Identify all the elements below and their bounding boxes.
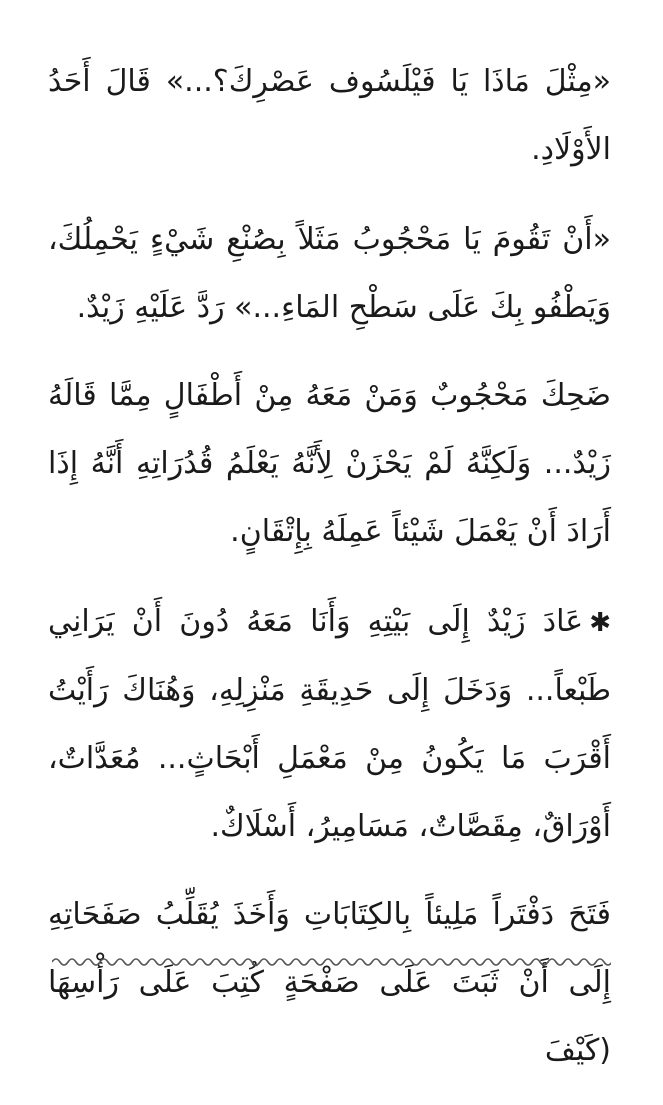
paragraph-5 [48,881,611,1085]
story-text [48,48,611,1105]
paragraph-4 [48,588,611,861]
paragraph-5-text: فَتَحَ دَفْتَراً مَلِيئاً بِالكِتَابَاتِ وَأَخَذَ يُقَلِّبُ صَفَحَاتِهِ إِلَى أَنْ ثَبَتَ عَلَى صَفْحَةٍ كُتِبَ عَلَى رَأْسِهَا (كَيْفَ [48,897,611,1068]
paragraph-2-text: «أَنْ تَقُومَ يَا مَحْجُوبُ مَثَلاً بِصُنْعِ شَيْءٍ يَحْمِلُكَ، وَيَطْفُو بِكَ عَلَى سَطْحِ المَاءِ...» رَدَّ عَلَيْهِ زَيْدٌ. [48,222,611,325]
paragraph-4-text: عَادَ زَيْدٌ إِلَى بَيْتِهِ وَأَنَا مَعَهُ دُونَ أَنْ يَرَانِي طَبْعاً... وَدَخَلَ إِلَى حَدِيقَةِ مَنْزِلِهِ، وَهُنَاكَ رَأَيْتُ أَقْرَبَ مَا يَكُونُ مِنْ مَعْمَلِ أَبْحَاثٍ... مُعَدَّاتٌ، أَوْرَاقٌ، مِقَصَّاتٌ، مَسَامِيرُ، أَسْلَاكٌ. [48,604,611,844]
section-star-marker: ✱ [589,608,611,638]
wavy-divider [52,955,611,969]
paragraph-3 [48,362,611,566]
paragraph-1-text: «مِثْلَ مَاذَا يَا فَيْلَسُوف عَصْرِكَ؟...» قَالَ أَحَدُ الأَوْلَادِ. [48,64,611,167]
paragraph-1 [48,48,611,184]
paragraph-3-text: ضَحِكَ مَحْجُوبٌ وَمَنْ مَعَهُ مِنْ أَطْفَالٍ مِمَّا قَالَهُ زَيْدٌ... وَلَكِنَّهُ لَمْ يَحْزَنْ لِأَنَّهُ يَعْلَمُ قُدُرَاتِهِ أَنَّهُ إِذَا أَرَادَ أَنْ يَعْمَلَ شَيْئاً عَمِلَهُ بِإِتْقَانٍ. [48,378,611,549]
paragraph-2 [48,206,611,342]
